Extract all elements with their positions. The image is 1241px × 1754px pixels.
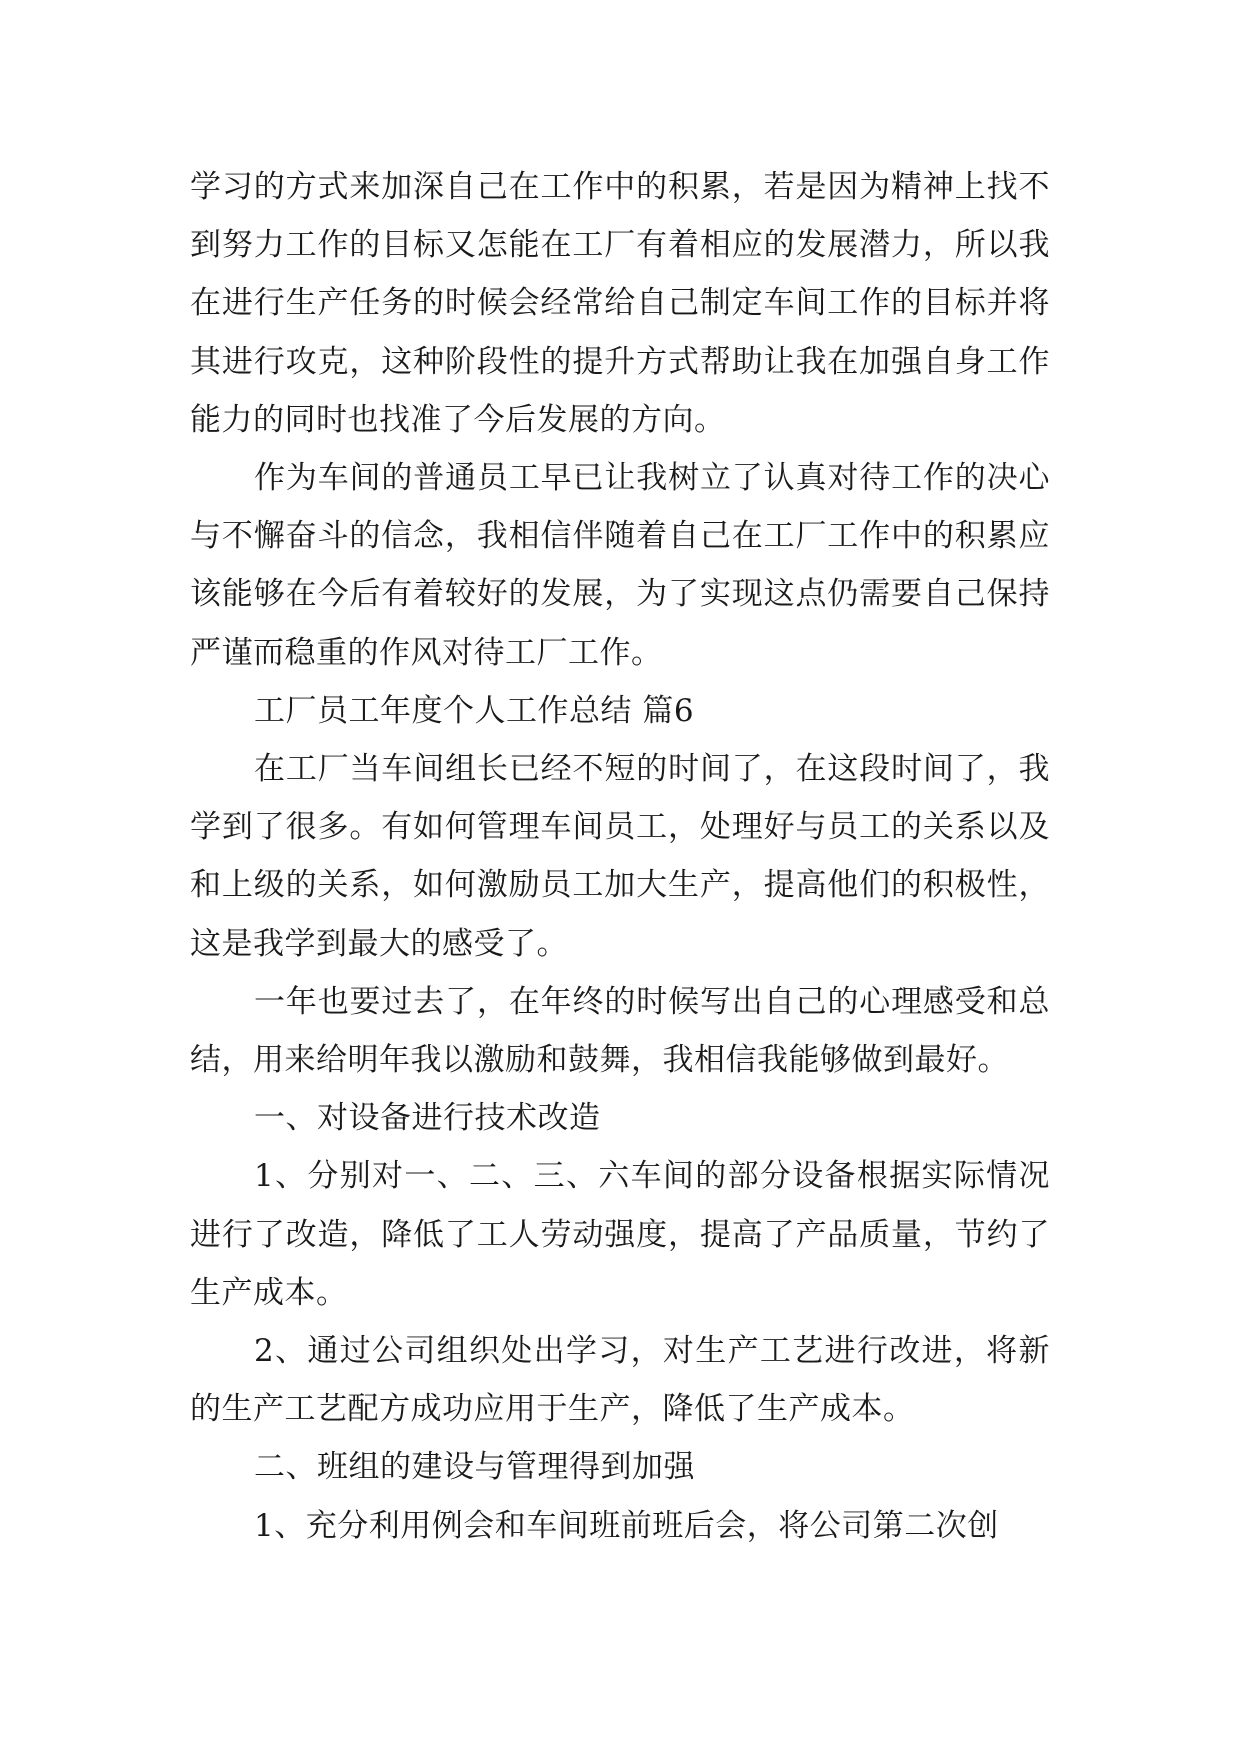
list-item-equipment-2: 2、通过公司组织处出学习，对生产工艺进行改进，将新的生产工艺配方成功应用于生产，降低了生产成本。 bbox=[190, 1333, 1050, 1428]
paragraph-year-end: 一年也要过去了，在年终的时候写出自己的心理感受和总结，用来给明年我以激励和鼓舞，我相信我能够做到最好。 bbox=[190, 983, 1050, 1079]
document-body bbox=[190, 158, 1050, 1555]
paragraph-commitment: 作为车间的普通员工早已让我树立了认真对待工作的决心与不懈奋斗的信念，我相信伴随着自己在工厂工作中的积累应该能够在今后有着较好的发展，为了实现这点仍需要自己保持严谨而稳重的作风对待工厂工作。 bbox=[190, 460, 1050, 671]
subheading-team-building: 二、班组的建设与管理得到加强 bbox=[254, 1449, 695, 1486]
section-title: 工厂员工年度个人工作总结 篇6 bbox=[254, 692, 695, 729]
paragraph-continuation: 学习的方式来加深自己在工作中的积累，若是因为精神上找不到努力工作的目标又怎能在工厂有着相应的发展潜力，所以我在进行生产任务的时候会经常给自己制定车间工作的目标并将其进行攻克，这种阶段性的提升方式帮助让我在加强自身工作能力的同时也找准了今后发展的方向。 bbox=[190, 169, 1050, 438]
subheading-equipment: 一、对设备进行技术改造 bbox=[254, 1100, 601, 1137]
paragraph-intro: 在工厂当车间组长已经不短的时间了，在这段时间了，我学到了很多。有如何管理车间员工，处理好与员工的关系以及和上级的关系，如何激励员工加大生产，提高他们的积极性，这是我学到最大的感受了。 bbox=[190, 751, 1050, 962]
list-item-team-1: 1、充分利用例会和车间班前班后会，将公司第二次创 bbox=[254, 1507, 999, 1544]
list-item-equipment-1: 1、分别对一、二、三、六车间的部分设备根据实际情况进行了改造，降低了工人劳动强度，提高了产品质量，节约了生产成本。 bbox=[190, 1158, 1050, 1311]
